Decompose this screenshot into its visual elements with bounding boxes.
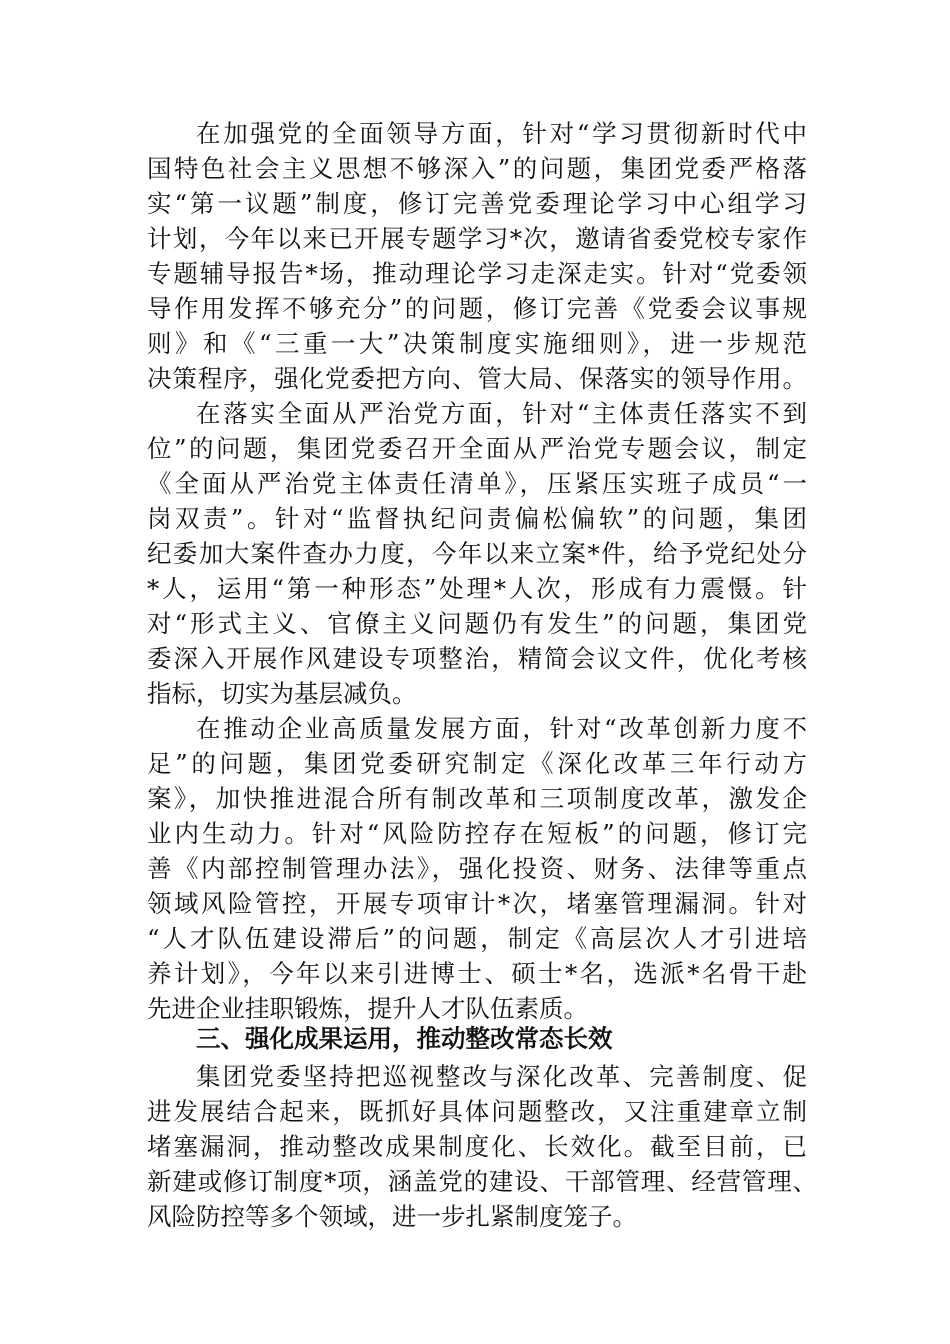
paragraph-line: 足”的问题，集团党委研究制定《深化改革三年行动方 [147,749,807,778]
paragraph-line: 养计划》，今年以来引进博士、硕士*名，选派*名骨干赴 [147,959,807,988]
paragraph-line: 国特色社会主义思想不够深入”的问题，集团党委严格落 [147,154,807,183]
paragraph-line: 指标，切实为基层减负。 [147,679,417,708]
paragraph-line: 进发展结合起来，既抓好具体问题整改，又注重建章立制 [147,1097,807,1126]
paragraph-line: *人，运用“第一种形态”处理*人次，形成有力震慑。针 [147,574,807,603]
paragraph-line: 则》和《“三重一大”决策制度实施细则》，进一步规范 [147,329,807,358]
paragraph-line: 风险防控等多个领域，进一步扎紧制度笼子。 [147,1202,637,1231]
paragraph-line: 纪委加大案件查办力度，今年以来立案*件，给予党纪处分 [147,539,807,568]
paragraph-line: 《全面从严治党主体责任清单》，压紧压实班子成员“一 [147,469,807,498]
paragraph-line: 决策程序，强化党委把方向、管大局、保落实的领导作用。 [147,364,807,393]
paragraph-line: 在推动企业高质量发展方面，针对“改革创新力度不 [196,714,807,743]
paragraph-line: 导作用发挥不够充分”的问题，修订完善《党委会议事规 [147,294,807,323]
paragraph-line: 位”的问题，集团党委召开全面从严治党专题会议，制定 [147,434,807,463]
paragraph-line: 对“形式主义、官僚主义问题仍有发生”的问题，集团党 [147,609,807,638]
paragraph-line: 业内生动力。针对“风险防控存在短板”的问题，修订完 [147,819,807,848]
paragraph-line: 委深入开展作风建设专项整治，精简会议文件，优化考核 [147,644,807,673]
paragraph-line: 实“第一议题”制度，修订完善党委理论学习中心组学习 [147,189,807,218]
paragraph-line: 新建或修订制度*项，涵盖党的建设、干部管理、经营管理、 [147,1167,817,1196]
section-heading: 三、强化成果运用，推动整改常态长效 [196,1024,613,1053]
paragraph-line: 在落实全面从严治党方面，针对“主体责任落实不到 [196,399,807,428]
paragraph-line: “人才队伍建设滞后”的问题，制定《高层次人才引进培 [147,924,807,953]
paragraph-line: 堵塞漏洞，推动整改成果制度化、长效化。截至目前，已 [147,1132,807,1161]
paragraph-line: 计划，今年以来已开展专题学习*次，邀请省委党校专家作 [147,224,807,253]
paragraph-line: 专题辅导报告*场，推动理论学习走深走实。针对“党委领 [147,259,807,288]
paragraph-line: 先进企业挂职锻炼，提升人才队伍素质。 [147,994,588,1023]
paragraph-line: 在加强党的全面领导方面，针对“学习贯彻新时代中 [196,119,807,148]
paragraph-line: 善《内部控制管理办法》，强化投资、财务、法律等重点 [147,854,807,883]
paragraph-line: 岗双责”。针对“监督执纪问责偏松偏软”的问题，集团 [147,504,807,533]
paragraph-line: 案》，加快推进混合所有制改革和三项制度改革，激发企 [147,784,807,813]
paragraph-line: 领域风险管控，开展专项审计*次，堵塞管理漏洞。针对 [147,889,807,918]
paragraph-line: 集团党委坚持把巡视整改与深化改革、完善制度、促 [196,1062,807,1091]
